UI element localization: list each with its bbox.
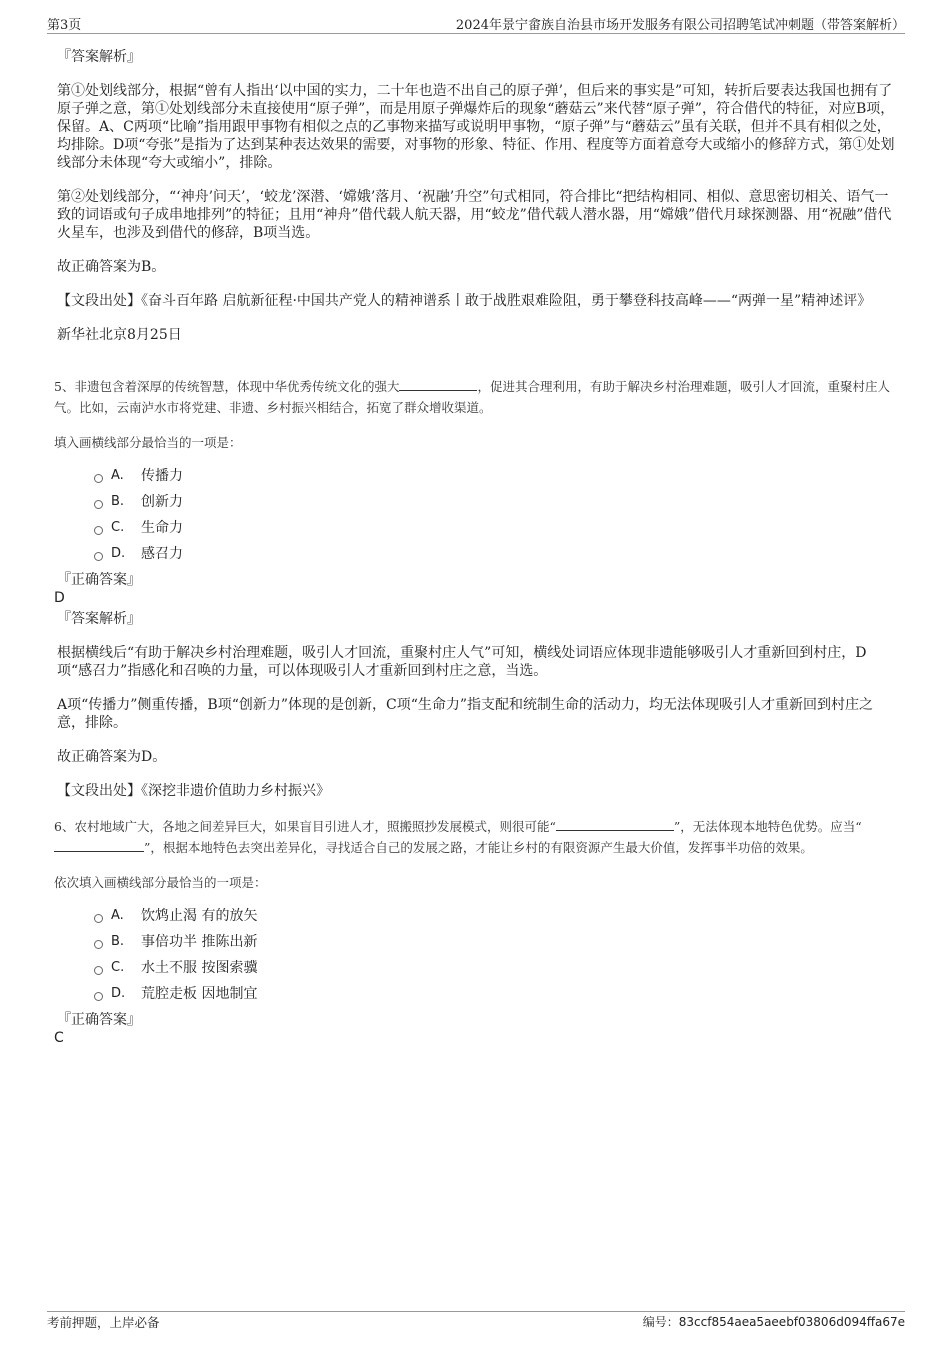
- analysis-heading: 『答案解析』: [57, 49, 141, 65]
- analysis-paragraph: 第①处划线部分，根据“曾有人指出‘以中国的实力，二十年也造不出自己的原子弹’，但后来的事实是”可知，转折后要表达我国也拥有了原子弹之意，第①处划线部分未直接使用“原子弹”，而是用原子弹爆炸后的现象“蘑菇云”来代替“原子弹”，符合借代的特征，对应B项，保留。A、C两项“比喻”指用跟甲事物有相似之点的乙事物来描写或说明甲事物，“原子弹”与“蘑菇云”虽有关联，但并不具有相似之处，均排除。D项“夸张”是指为了达到某种表达效果的需要，对事物的形象、特征、作用、程度等方面着意夸大或缩小的修辞方式，第①处划线部分未体现“夸大或缩小”，排除。: [57, 83, 895, 171]
- radio-icon[interactable]: [94, 526, 103, 535]
- page-content: [54, 45, 898, 1047]
- source-dateline: 新华社北京8月25日: [57, 327, 182, 343]
- option-list: [94, 463, 898, 567]
- option-list: [94, 903, 898, 1007]
- question-prompt: 依次填入画横线部分最恰当的一项是：: [54, 875, 267, 890]
- analysis-paragraph: 第②处划线部分，“‘神舟’问天’，‘蛟龙’深潜、‘嫦娥’落月、‘祝融’升空”句式相同，符合排比“把结构相同、相似、意思密切相关、语气一致的词语或句子成串地排列”的特征；且用“神舟”借代载人航天器，用“蛟龙”借代载人潜水器，用“嫦娥”借代月球探测器、用“祝融”借代火星车，也涉及到借代的修辞，B项当选。: [57, 189, 892, 241]
- stem-text: ”，根据本地特色去突出差异化，寻找适合自己的发展之路，才能让乡村的有限资源产生最大价值，发挥事半功倍的效果。: [144, 840, 813, 855]
- analysis-paragraph: A项“传播力”侧重传播，B项“创新力”体现的是创新，C项“生命力”指支配和统制生命的活动力，均无法体现吸引人才重新回到村庄之意，排除。: [57, 697, 874, 731]
- fill-blank: [399, 378, 477, 391]
- document-title: 2024年景宁畲族自治县市场开发服务有限公司招聘笔试冲刺题（带答案解析）: [455, 18, 905, 33]
- option-b[interactable]: B. 创新力: [94, 489, 898, 515]
- footer-slogan: 考前押题，上岸必备: [47, 1315, 160, 1330]
- stem-text: 5、非遗包含着深厚的传统智慧，体现中华优秀传统文化的强大: [54, 379, 400, 394]
- radio-icon[interactable]: [94, 966, 103, 975]
- radio-icon[interactable]: [94, 552, 103, 561]
- fill-blank: [54, 839, 144, 852]
- analysis-conclusion: 故正确答案为B。: [57, 259, 166, 275]
- option-a[interactable]: A. 传播力: [94, 463, 898, 489]
- option-d[interactable]: D. 荒腔走板 因地制宜: [94, 981, 898, 1007]
- radio-icon[interactable]: [94, 474, 103, 483]
- question-5: [54, 376, 898, 800]
- stem-text: ”，无法体现本地特色优势。应当“: [673, 819, 862, 834]
- source-citation: 【文段出处】《深挖非遗价值助力乡村振兴》: [57, 783, 330, 799]
- page-header: [47, 14, 905, 34]
- stem-text: ，促进其合理利用，有助于解决乡村治理难题，吸引人才回流，重聚村庄人气。比如，云南泸水市将党建、非遗、乡村振兴相结合，拓宽了群众增收渠道。: [54, 379, 890, 415]
- header-divider: [47, 33, 905, 34]
- analysis-heading: 『答案解析』: [57, 611, 141, 627]
- analysis-paragraph: 根据横线后“有助于解决乡村治理难题，吸引人才回流，重聚村庄人气”可知，横线处词语应体现非遗能够吸引人才重新回到村庄，D项“感召力”指感化和召唤的力量，可以体现吸引人才重新回到村庄之意，当选。: [57, 645, 867, 679]
- source-citation: 【文段出处】《奋斗百年路 启航新征程·中国共产党人的精神谱系丨敢于战胜艰难险阻，勇于攀登科技高峰——“两弹一星”精神述评》: [57, 293, 872, 309]
- question-prompt: 填入画横线部分最恰当的一项是：: [54, 435, 242, 450]
- document-code: 编号：83ccf854aea5aeebf03806d094ffa67e: [642, 1315, 905, 1329]
- question-stem: [54, 816, 898, 858]
- fill-blank: [556, 818, 674, 831]
- radio-icon[interactable]: [94, 914, 103, 923]
- stem-text: 6、农村地域广大，各地之间差异巨大，如果盲目引进人才，照搬照抄发展模式，则很可能“: [54, 819, 556, 834]
- answer-heading: 『正确答案』: [57, 1012, 141, 1028]
- page-number: 第3页: [47, 18, 82, 33]
- radio-icon[interactable]: [94, 500, 103, 509]
- radio-icon[interactable]: [94, 940, 103, 949]
- option-a[interactable]: A. 饮鸩止渴 有的放矢: [94, 903, 898, 929]
- option-c[interactable]: C. 水土不服 按图索骥: [94, 955, 898, 981]
- analysis-conclusion: 故正确答案为D。: [57, 749, 167, 765]
- question-6: [54, 816, 898, 1047]
- correct-answer: C: [54, 1030, 64, 1046]
- option-d[interactable]: D. 感召力: [94, 541, 898, 567]
- answer-heading: 『正确答案』: [57, 572, 141, 588]
- radio-icon[interactable]: [94, 992, 103, 1001]
- option-b[interactable]: B. 事倍功半 推陈出新: [94, 929, 898, 955]
- option-c[interactable]: C. 生命力: [94, 515, 898, 541]
- footer-divider: [47, 1311, 905, 1312]
- correct-answer: D: [54, 590, 65, 606]
- question-stem: [54, 376, 898, 418]
